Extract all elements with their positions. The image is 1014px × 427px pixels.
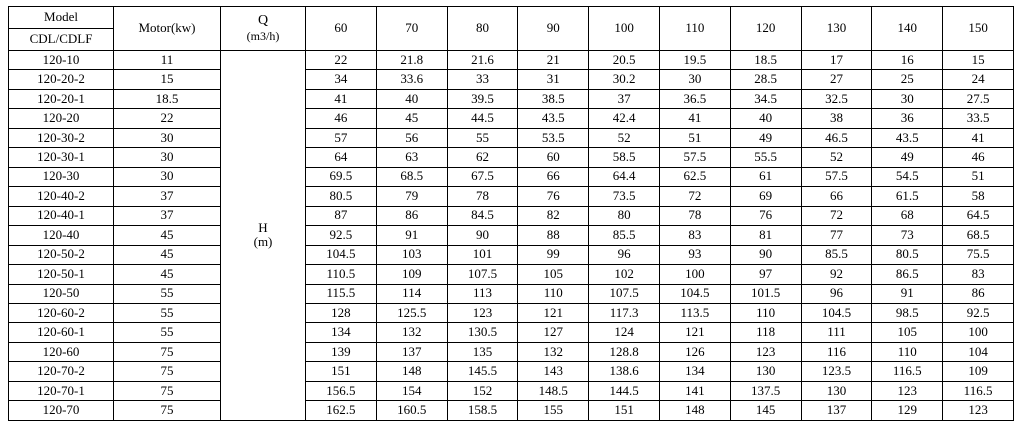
cell-head-value: 121 (659, 323, 730, 342)
cell-head-value: 123 (943, 401, 1014, 421)
header-flow-70: 70 (376, 7, 447, 51)
header-row (9, 7, 1014, 51)
cell-model: 120-60 (9, 342, 114, 361)
table-row (9, 323, 1014, 342)
cell-head-value: 69.5 (306, 167, 377, 186)
cell-head-value: 102 (589, 265, 660, 284)
cell-head-value: 57.5 (659, 148, 730, 167)
cell-head-value: 138.6 (589, 362, 660, 381)
cell-head-value: 118 (730, 323, 801, 342)
cell-head-value: 109 (943, 362, 1014, 381)
cell-head-value: 135 (447, 342, 518, 361)
cell-head-value: 107.5 (447, 265, 518, 284)
cell-motor-power: 30 (114, 128, 221, 147)
cell-head-value: 24 (943, 70, 1014, 89)
cell-head-value: 21 (518, 50, 589, 69)
cell-head-value: 36.5 (659, 89, 730, 108)
cell-model: 120-60-1 (9, 323, 114, 342)
cell-head-value: 128.8 (589, 342, 660, 361)
cell-head-value: 51 (659, 128, 730, 147)
table-row (9, 401, 1014, 421)
table-row (9, 128, 1014, 147)
cell-head-value: 46 (306, 109, 377, 128)
cell-head-value: 43.5 (518, 109, 589, 128)
cell-head-value: 33 (447, 70, 518, 89)
table-row (9, 303, 1014, 322)
table-row (9, 342, 1014, 361)
cell-head-value: 111 (801, 323, 872, 342)
cell-model: 120-50 (9, 284, 114, 303)
cell-head-value: 92.5 (943, 303, 1014, 322)
cell-head-value: 20.5 (589, 50, 660, 69)
cell-head-value: 96 (589, 245, 660, 264)
cell-head-value: 52 (801, 148, 872, 167)
table-row (9, 206, 1014, 225)
cell-head-value: 78 (659, 206, 730, 225)
cell-head-value: 110 (518, 284, 589, 303)
cell-motor-power: 22 (114, 109, 221, 128)
cell-motor-power: 45 (114, 265, 221, 284)
cell-head-value: 137 (376, 342, 447, 361)
header-flow-150: 150 (943, 7, 1014, 51)
cell-head-value: 33.5 (943, 109, 1014, 128)
cell-head-value: 90 (730, 245, 801, 264)
cell-head-value: 137 (801, 401, 872, 421)
cell-head-value: 151 (589, 401, 660, 421)
pump-performance-table (8, 6, 1014, 421)
cell-head-value: 42.4 (589, 109, 660, 128)
head-unit: (m) (253, 234, 273, 250)
header-flow-120: 120 (730, 7, 801, 51)
cell-head-value: 100 (943, 323, 1014, 342)
cell-head-value: 30 (872, 89, 943, 108)
table-row (9, 167, 1014, 186)
header-flow-80: 80 (447, 7, 518, 51)
cell-head-value: 64.4 (589, 167, 660, 186)
cell-head-value: 117.3 (589, 303, 660, 322)
cell-head-value: 31 (518, 70, 589, 89)
cell-head-value: 62.5 (659, 167, 730, 186)
cell-head-value: 68.5 (376, 167, 447, 186)
cell-head-value: 38 (801, 109, 872, 128)
cell-head-value: 54.5 (872, 167, 943, 186)
table-header (9, 7, 1014, 51)
table-row (9, 70, 1014, 89)
cell-head-value: 83 (659, 226, 730, 245)
header-model-line2: CDL/CDLF (29, 30, 93, 46)
cell-head-value: 101.5 (730, 284, 801, 303)
cell-head-value: 91 (376, 226, 447, 245)
cell-head-value: 82 (518, 206, 589, 225)
cell-head-value: 55.5 (730, 148, 801, 167)
cell-model: 120-50-1 (9, 265, 114, 284)
head-unit-cell (221, 50, 306, 420)
cell-head-value: 126 (659, 342, 730, 361)
cell-head-value: 76 (518, 187, 589, 206)
cell-head-value: 116.5 (872, 362, 943, 381)
cell-model: 120-70 (9, 401, 114, 421)
cell-motor-power: 45 (114, 245, 221, 264)
cell-head-value: 57.5 (801, 167, 872, 186)
cell-head-value: 114 (376, 284, 447, 303)
cell-head-value: 115.5 (306, 284, 377, 303)
cell-head-value: 93 (659, 245, 730, 264)
cell-head-value: 22 (306, 50, 377, 69)
cell-head-value: 21.8 (376, 50, 447, 69)
cell-model: 120-70-2 (9, 362, 114, 381)
header-q-unit: (m3/h) (246, 28, 280, 43)
cell-head-value: 41 (306, 89, 377, 108)
cell-motor-power: 45 (114, 226, 221, 245)
cell-head-value: 130.5 (447, 323, 518, 342)
cell-head-value: 156.5 (306, 381, 377, 400)
cell-head-value: 33.6 (376, 70, 447, 89)
cell-head-value: 64 (306, 148, 377, 167)
cell-head-value: 103 (376, 245, 447, 264)
cell-head-value: 86 (376, 206, 447, 225)
cell-head-value: 63 (376, 148, 447, 167)
cell-head-value: 34.5 (730, 89, 801, 108)
cell-head-value: 92 (801, 265, 872, 284)
cell-head-value: 107.5 (589, 284, 660, 303)
table-row (9, 245, 1014, 264)
cell-head-value: 41 (659, 109, 730, 128)
cell-model: 120-20-1 (9, 89, 114, 108)
cell-head-value: 148 (659, 401, 730, 421)
header-flow-90: 90 (518, 7, 589, 51)
cell-head-value: 30 (659, 70, 730, 89)
cell-head-value: 72 (801, 206, 872, 225)
cell-head-value: 110.5 (306, 265, 377, 284)
cell-model: 120-40-2 (9, 187, 114, 206)
cell-motor-power: 37 (114, 206, 221, 225)
cell-head-value: 53.5 (518, 128, 589, 147)
cell-head-value: 16 (872, 50, 943, 69)
cell-head-value: 67.5 (447, 167, 518, 186)
cell-head-value: 132 (376, 323, 447, 342)
cell-head-value: 113 (447, 284, 518, 303)
cell-head-value: 46 (943, 148, 1014, 167)
cell-head-value: 27 (801, 70, 872, 89)
cell-motor-power: 75 (114, 381, 221, 400)
cell-head-value: 52 (589, 128, 660, 147)
cell-head-value: 49 (872, 148, 943, 167)
cell-head-value: 145 (730, 401, 801, 421)
cell-head-value: 144.5 (589, 381, 660, 400)
cell-head-value: 44.5 (447, 109, 518, 128)
cell-head-value: 104.5 (801, 303, 872, 322)
cell-head-value: 132 (518, 342, 589, 361)
cell-model: 120-70-1 (9, 381, 114, 400)
cell-head-value: 60 (518, 148, 589, 167)
cell-head-value: 123 (872, 381, 943, 400)
cell-head-value: 105 (518, 265, 589, 284)
cell-model: 120-30-2 (9, 128, 114, 147)
cell-head-value: 79 (376, 187, 447, 206)
cell-head-value: 148 (376, 362, 447, 381)
cell-head-value: 62 (447, 148, 518, 167)
table-row (9, 50, 1014, 69)
cell-head-value: 97 (730, 265, 801, 284)
cell-motor-power: 75 (114, 362, 221, 381)
cell-motor-power: 15 (114, 70, 221, 89)
cell-model: 120-30 (9, 167, 114, 186)
cell-head-value: 113.5 (659, 303, 730, 322)
cell-head-value: 61 (730, 167, 801, 186)
cell-head-value: 66 (518, 167, 589, 186)
table-row (9, 362, 1014, 381)
cell-head-value: 28.5 (730, 70, 801, 89)
header-q-letter: Q (257, 13, 269, 29)
cell-head-value: 104.5 (306, 245, 377, 264)
cell-head-value: 37 (589, 89, 660, 108)
cell-head-value: 105 (872, 323, 943, 342)
cell-head-value: 61.5 (872, 187, 943, 206)
cell-head-value: 145.5 (447, 362, 518, 381)
cell-motor-power: 30 (114, 148, 221, 167)
cell-motor-power: 37 (114, 187, 221, 206)
cell-head-value: 85.5 (801, 245, 872, 264)
cell-head-value: 96 (801, 284, 872, 303)
cell-head-value: 77 (801, 226, 872, 245)
cell-head-value: 104.5 (659, 284, 730, 303)
cell-head-value: 85.5 (589, 226, 660, 245)
table-row (9, 381, 1014, 400)
cell-head-value: 21.6 (447, 50, 518, 69)
cell-head-value: 130 (730, 362, 801, 381)
cell-head-value: 154 (376, 381, 447, 400)
cell-head-value: 86.5 (872, 265, 943, 284)
table-row (9, 187, 1014, 206)
cell-head-value: 128 (306, 303, 377, 322)
cell-head-value: 57 (306, 128, 377, 147)
cell-model: 120-30-1 (9, 148, 114, 167)
cell-motor-power: 30 (114, 167, 221, 186)
cell-head-value: 151 (306, 362, 377, 381)
header-flow-100: 100 (589, 7, 660, 51)
cell-head-value: 88 (518, 226, 589, 245)
cell-head-value: 137.5 (730, 381, 801, 400)
header-motor: Motor(kw) (114, 7, 221, 51)
table-row (9, 284, 1014, 303)
cell-head-value: 78 (447, 187, 518, 206)
cell-head-value: 34 (306, 70, 377, 89)
cell-head-value: 90 (447, 226, 518, 245)
cell-motor-power: 18.5 (114, 89, 221, 108)
header-model-line1: Model (9, 7, 113, 29)
cell-head-value: 27.5 (943, 89, 1014, 108)
cell-head-value: 125.5 (376, 303, 447, 322)
cell-head-value: 109 (376, 265, 447, 284)
cell-motor-power: 75 (114, 401, 221, 421)
cell-head-value: 30.2 (589, 70, 660, 89)
table-row (9, 226, 1014, 245)
cell-head-value: 110 (730, 303, 801, 322)
table-body (9, 50, 1014, 420)
cell-head-value: 72 (659, 187, 730, 206)
cell-head-value: 148.5 (518, 381, 589, 400)
cell-head-value: 66 (801, 187, 872, 206)
cell-head-value: 56 (376, 128, 447, 147)
cell-motor-power: 55 (114, 303, 221, 322)
cell-head-value: 73 (872, 226, 943, 245)
cell-head-value: 38.5 (518, 89, 589, 108)
cell-head-value: 162.5 (306, 401, 377, 421)
cell-head-value: 40 (730, 109, 801, 128)
cell-head-value: 152 (447, 381, 518, 400)
header-flow-rate (221, 7, 306, 51)
cell-head-value: 69 (730, 187, 801, 206)
cell-head-value: 80.5 (872, 245, 943, 264)
cell-head-value: 15 (943, 50, 1014, 69)
cell-head-value: 80 (589, 206, 660, 225)
cell-head-value: 32.5 (801, 89, 872, 108)
cell-head-value: 41 (943, 128, 1014, 147)
cell-head-value: 101 (447, 245, 518, 264)
table-row (9, 89, 1014, 108)
cell-head-value: 87 (306, 206, 377, 225)
cell-head-value: 104 (943, 342, 1014, 361)
cell-head-value: 76 (730, 206, 801, 225)
cell-model: 120-60-2 (9, 303, 114, 322)
cell-head-value: 143 (518, 362, 589, 381)
cell-head-value: 40 (376, 89, 447, 108)
cell-head-value: 83 (943, 265, 1014, 284)
cell-head-value: 129 (872, 401, 943, 421)
cell-head-value: 39.5 (447, 89, 518, 108)
header-model (9, 7, 114, 51)
cell-head-value: 92.5 (306, 226, 377, 245)
cell-head-value: 116.5 (943, 381, 1014, 400)
cell-motor-power: 75 (114, 342, 221, 361)
cell-head-value: 124 (589, 323, 660, 342)
cell-head-value: 46.5 (801, 128, 872, 147)
cell-head-value: 45 (376, 109, 447, 128)
cell-head-value: 130 (801, 381, 872, 400)
cell-head-value: 116 (801, 342, 872, 361)
cell-model: 120-20 (9, 109, 114, 128)
header-flow-140: 140 (872, 7, 943, 51)
cell-head-value: 99 (518, 245, 589, 264)
cell-head-value: 134 (306, 323, 377, 342)
cell-head-value: 25 (872, 70, 943, 89)
cell-model: 120-10 (9, 50, 114, 69)
cell-head-value: 98.5 (872, 303, 943, 322)
cell-head-value: 73.5 (589, 187, 660, 206)
table-row (9, 109, 1014, 128)
cell-head-value: 55 (447, 128, 518, 147)
cell-model: 120-50-2 (9, 245, 114, 264)
cell-head-value: 58.5 (589, 148, 660, 167)
cell-head-value: 127 (518, 323, 589, 342)
cell-head-value: 86 (943, 284, 1014, 303)
cell-head-value: 18.5 (730, 50, 801, 69)
cell-head-value: 84.5 (447, 206, 518, 225)
cell-model: 120-40-1 (9, 206, 114, 225)
cell-head-value: 158.5 (447, 401, 518, 421)
cell-model: 120-20-2 (9, 70, 114, 89)
cell-motor-power: 11 (114, 50, 221, 69)
header-flow-60: 60 (306, 7, 377, 51)
table-row (9, 148, 1014, 167)
cell-motor-power: 55 (114, 284, 221, 303)
cell-head-value: 51 (943, 167, 1014, 186)
cell-head-value: 75.5 (943, 245, 1014, 264)
cell-head-value: 110 (872, 342, 943, 361)
header-flow-130: 130 (801, 7, 872, 51)
cell-head-value: 36 (872, 109, 943, 128)
cell-head-value: 123 (730, 342, 801, 361)
cell-head-value: 68 (872, 206, 943, 225)
cell-head-value: 123.5 (801, 362, 872, 381)
cell-head-value: 80.5 (306, 187, 377, 206)
cell-head-value: 19.5 (659, 50, 730, 69)
cell-head-value: 134 (659, 362, 730, 381)
cell-head-value: 121 (518, 303, 589, 322)
cell-head-value: 17 (801, 50, 872, 69)
cell-head-value: 43.5 (872, 128, 943, 147)
cell-head-value: 123 (447, 303, 518, 322)
cell-head-value: 100 (659, 265, 730, 284)
table-row (9, 265, 1014, 284)
cell-head-value: 155 (518, 401, 589, 421)
cell-head-value: 64.5 (943, 206, 1014, 225)
cell-model: 120-40 (9, 226, 114, 245)
cell-head-value: 49 (730, 128, 801, 147)
cell-head-value: 160.5 (376, 401, 447, 421)
cell-head-value: 58 (943, 187, 1014, 206)
cell-head-value: 81 (730, 226, 801, 245)
header-flow-110: 110 (659, 7, 730, 51)
cell-head-value: 68.5 (943, 226, 1014, 245)
cell-head-value: 141 (659, 381, 730, 400)
head-letter: H (258, 219, 268, 235)
cell-motor-power: 55 (114, 323, 221, 342)
cell-head-value: 91 (872, 284, 943, 303)
cell-head-value: 139 (306, 342, 377, 361)
